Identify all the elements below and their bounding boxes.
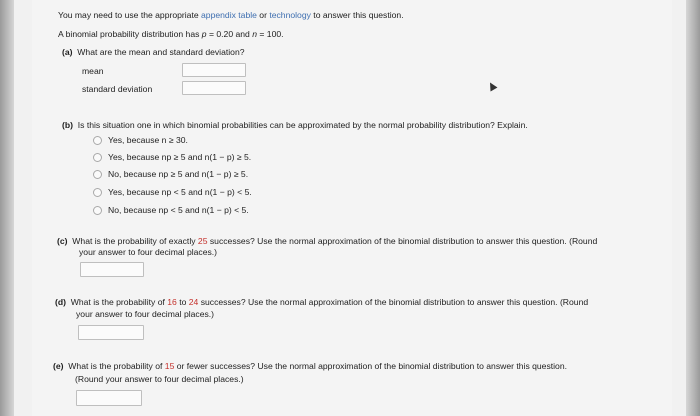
part-e-rounding: (Round your answer to four decimal places.) bbox=[75, 374, 244, 384]
part-a-question bbox=[62, 47, 245, 57]
instructions-text-or: or bbox=[256, 10, 270, 20]
n-value-text: = 100. bbox=[257, 29, 284, 39]
part-d-text-to: to bbox=[176, 297, 189, 307]
instructions-line bbox=[58, 10, 404, 20]
part-e-number: 15 bbox=[164, 361, 175, 371]
problem-text: A binomial probability distribution has bbox=[58, 29, 202, 39]
part-d-number-low: 16 bbox=[167, 297, 177, 307]
option-5-radio[interactable] bbox=[93, 206, 102, 215]
part-a-text: What are the mean and standard deviation? bbox=[77, 47, 245, 57]
mean-input[interactable] bbox=[182, 63, 246, 77]
part-e-text: What is the probability of bbox=[68, 361, 165, 371]
part-b-question bbox=[62, 120, 528, 130]
option-3-label: No, because np ≥ 5 and n(1 − p) ≥ 5. bbox=[108, 169, 249, 179]
part-c-text: What is the probability of exactly bbox=[72, 236, 198, 246]
option-1-radio[interactable] bbox=[93, 136, 102, 145]
right-edge bbox=[686, 0, 700, 416]
mean-label: mean bbox=[82, 66, 104, 76]
problem-statement bbox=[58, 29, 284, 39]
instructions-text: You may need to use the appropriate bbox=[58, 10, 202, 20]
part-d-letter: (d) bbox=[55, 297, 66, 307]
appendix-table-link[interactable]: appendix table bbox=[201, 10, 257, 20]
option-2-label: Yes, because np ≥ 5 and n(1 − p) ≥ 5. bbox=[108, 152, 252, 162]
part-d-text: What is the probability of bbox=[70, 297, 168, 307]
part-d-text-rest: successes? Use the normal approximation of the binomial distribution to answer this question. (Round bbox=[198, 297, 589, 307]
part-d-number-high: 24 bbox=[188, 297, 199, 307]
n-symbol: n bbox=[252, 29, 257, 39]
part-e-question bbox=[53, 361, 567, 371]
part-c-text-rest: successes? Use the normal approximation of the binomial distribution to answer this question. (Round bbox=[207, 236, 598, 246]
p-symbol: p bbox=[201, 29, 207, 39]
left-edge bbox=[0, 0, 14, 416]
p-value-text: = 0.20 and bbox=[206, 29, 253, 39]
part-c-rounding: your answer to four decimal places.) bbox=[79, 247, 218, 257]
part-c-question bbox=[57, 236, 597, 246]
part-e-answer-input[interactable] bbox=[76, 390, 142, 406]
part-a-letter: (a) bbox=[62, 47, 73, 57]
part-d-rounding: your answer to four decimal places.) bbox=[76, 309, 215, 319]
part-c-number: 25 bbox=[197, 236, 208, 246]
part-e-text-rest: or fewer successes? Use the normal approximation of the binomial distribution to answer this question. bbox=[174, 361, 568, 371]
part-c-letter: (c) bbox=[57, 236, 68, 246]
option-1-label: Yes, because n ≥ 30. bbox=[108, 135, 188, 145]
question-page bbox=[32, 0, 672, 416]
part-b-text: Is this situation one in which binomial probabilities can be approximated by the normal probability distribution? Explain. bbox=[77, 120, 528, 130]
instructions-text-end: to answer this question. bbox=[310, 10, 404, 20]
option-4-label: Yes, because np < 5 and n(1 − p) < 5. bbox=[108, 187, 252, 197]
part-e-letter: (e) bbox=[53, 361, 64, 371]
sd-label: standard deviation bbox=[82, 84, 153, 94]
option-5-label: No, because np < 5 and n(1 − p) < 5. bbox=[108, 205, 249, 215]
option-2-radio[interactable] bbox=[93, 153, 102, 162]
part-b-letter: (b) bbox=[62, 120, 73, 130]
technology-link[interactable]: technology bbox=[269, 10, 311, 20]
part-d-question bbox=[55, 297, 588, 307]
sd-input[interactable] bbox=[182, 81, 246, 95]
part-d-answer-input[interactable] bbox=[78, 325, 144, 340]
part-c-answer-input[interactable] bbox=[80, 262, 144, 277]
option-3-radio[interactable] bbox=[93, 170, 102, 179]
option-4-radio[interactable] bbox=[93, 188, 102, 197]
